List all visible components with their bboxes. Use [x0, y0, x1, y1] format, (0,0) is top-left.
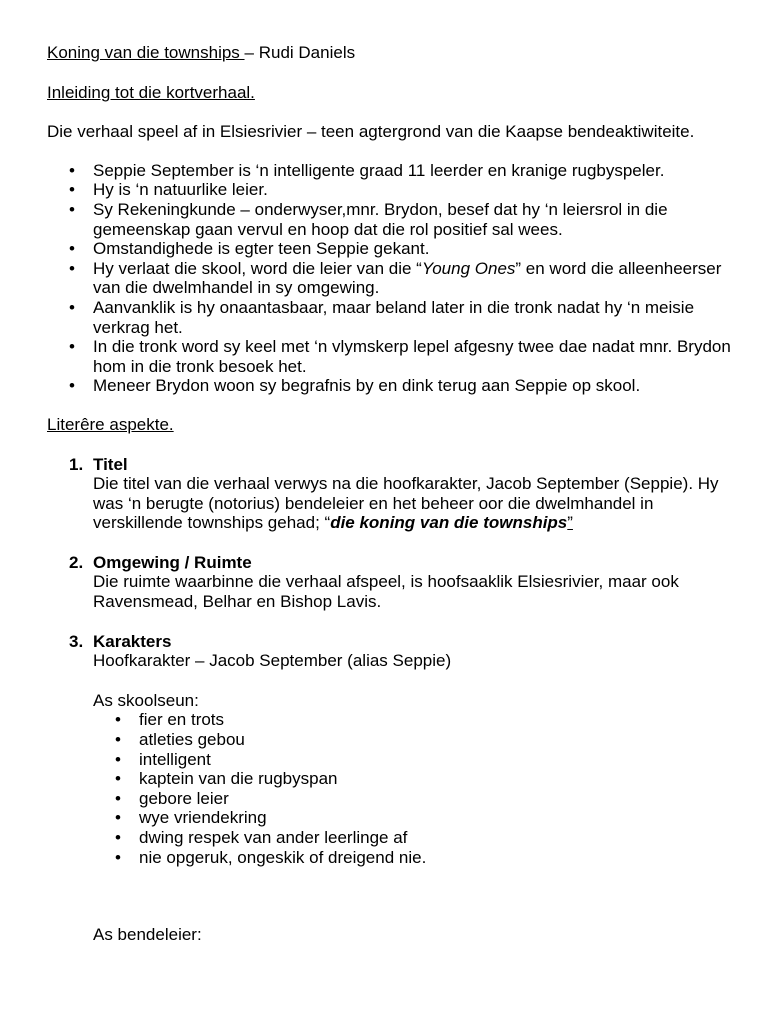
trait-item: • dwing respek van ander leerlinge af — [93, 828, 737, 848]
document-page — [47, 43, 737, 965]
section-heading: Karakters — [93, 631, 172, 651]
section-text — [93, 474, 737, 533]
gangleader-label: As bendeleier: — [93, 925, 202, 945]
section-text: Die ruimte waarbinne die verhaal afspeel, is hoofsaaklik Elsiesrivier, maar ook Ravensmead, Belhar en Bishop Lavis. — [93, 572, 679, 612]
section-text-emphasis: die koning van die townships — [330, 513, 568, 533]
summary-item: • Hy is ‘n natuurlike leier. — [47, 180, 737, 200]
summary-item: • In die tronk word sy keel met ‘n vlymskerp lepel afgesny twee dae nadat mnr. Brydon hom in die tronk besoek het. — [47, 337, 737, 376]
literary-heading: Literêre aspekte. — [47, 414, 174, 434]
gang-name: Young Ones — [421, 258, 516, 278]
section-number: 2. — [69, 552, 84, 572]
summary-item: • Seppie September is ‘n intelligente graad 11 leerder en kranige rugbyspeler. — [47, 161, 737, 181]
section-setting — [47, 553, 737, 612]
trait-item: • atleties gebou — [93, 730, 737, 750]
section-heading: Omgewing / Ruimte — [93, 552, 252, 572]
section-heading: Titel — [93, 454, 128, 474]
schoolboy-label: As skoolseun: — [93, 690, 199, 710]
section-number: 3. — [69, 631, 84, 651]
schoolboy-traits-list — [93, 710, 737, 867]
trait-item: • wye vriendekring — [93, 808, 737, 828]
intro-text: Die verhaal speel af in Elsiesrivier – teen agtergrond van die Kaapse bendeaktiwiteite. — [47, 122, 695, 142]
summary-item — [47, 259, 737, 298]
trait-item: • gebore leier — [93, 789, 737, 809]
trait-item: • fier en trots — [93, 710, 737, 730]
trait-item: • kaptein van die rugbyspan — [93, 769, 737, 789]
main-character: Hoofkarakter – Jacob September (alias Seppie) — [93, 651, 452, 671]
title-author: – Rudi Daniels — [244, 43, 356, 62]
summary-item: • Meneer Brydon woon sy begrafnis by en dink terug aan Seppie op skool. — [47, 376, 737, 396]
section-text-part: Die titel van die verhaal verwys na die hoofkarakter, Jacob September (Seppie). Hy was ‘n berugte (notorius) bendeleier en het beheer oor die dwelmhandel in verskillende townships gehad; “ — [93, 474, 719, 533]
section-title — [47, 455, 737, 533]
summary-item: • Sy Rekeningkunde – onderwyser,mnr. Brydon, besef dat hy ‘n leiersrol in die gemeenskap gaan vervul en hoop dat die rol positief sal wees. — [47, 200, 737, 239]
summary-item: • Aanvanklik is hy onaantasbaar, maar beland later in die tronk nadat hy ‘n meisie verkrag het. — [47, 298, 737, 337]
summary-item: • Omstandighede is egter teen Seppie gekant. — [47, 239, 737, 259]
title-underlined: Koning van die townships — [47, 43, 245, 62]
summary-item-text: ” en word die alleenheerser van die dwelmhandel in sy omgewing. — [93, 258, 722, 298]
summary-list — [47, 161, 737, 396]
trait-item: • intelligent — [93, 750, 737, 770]
intro-heading: Inleiding tot die kortverhaal. — [47, 82, 255, 102]
document-title — [47, 43, 737, 63]
section-text-part: ” — [567, 513, 573, 533]
section-number: 1. — [69, 454, 84, 474]
summary-item-text: Hy verlaat die skool, word die leier van die “ — [93, 258, 422, 278]
trait-item: • nie opgeruk, ongeskik of dreigend nie. — [93, 848, 737, 868]
section-characters — [47, 632, 737, 945]
